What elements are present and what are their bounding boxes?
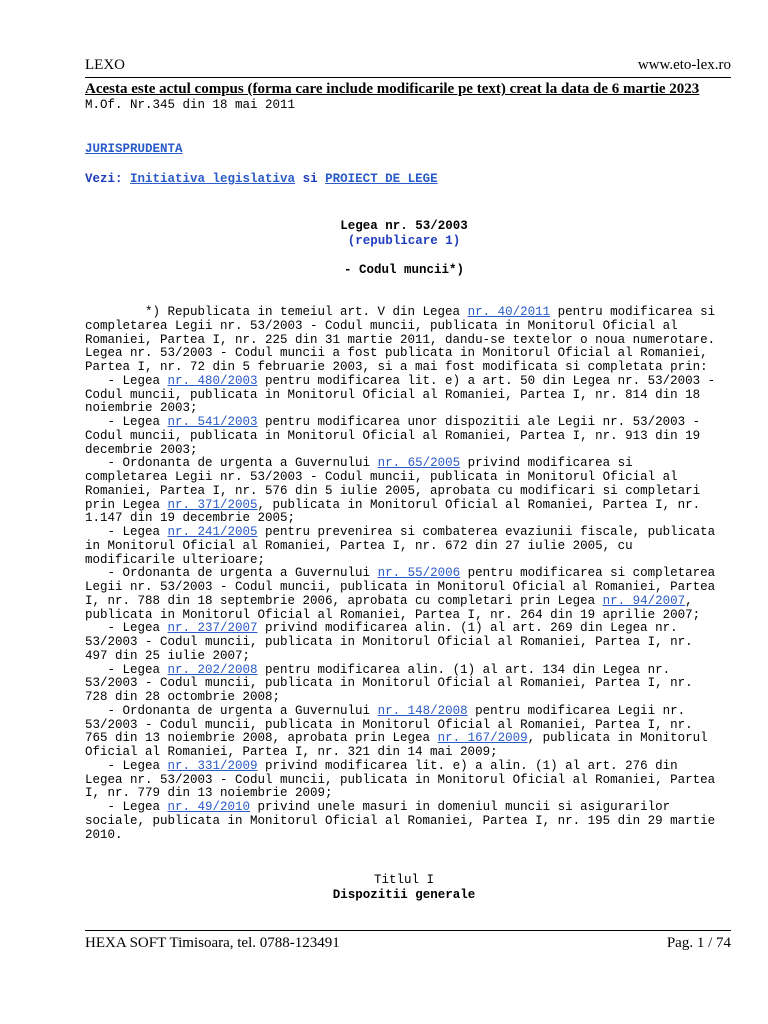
- law-reference-link[interactable]: nr. 237/2007: [167, 621, 258, 636]
- note-line: [85, 306, 765, 320]
- note-line: [85, 444, 765, 458]
- compiled-notice: Acesta este actul compus (forma care include modificarile pe text) creat la data de 6 martie 2023: [85, 81, 700, 97]
- note-line: [85, 760, 765, 774]
- note-line: [85, 361, 765, 375]
- note-line: [85, 829, 765, 843]
- law-reference-link[interactable]: nr. 480/2003: [167, 373, 258, 388]
- note-line: [85, 622, 765, 636]
- note-text: , publicata in Monitorul Oficial al Romaniei, Partea I, nr.: [257, 497, 701, 512]
- see-also-row: [85, 172, 438, 186]
- note-line: [85, 526, 765, 540]
- law-reference-link[interactable]: nr. 202/2008: [167, 662, 258, 677]
- note-line: [85, 334, 765, 348]
- law-title: Legea nr. 53/2003: [340, 219, 468, 233]
- note-line: [85, 774, 765, 788]
- note-text: Romaniei, Partea I, nr. 225 din 31 martie 2011, dandu-se textelor o noua numerotare.: [85, 332, 716, 347]
- note-line: [85, 499, 765, 513]
- footer-page-number: Pag. 1 / 74: [666, 935, 731, 951]
- note-text: pentru modificarea Legii nr.: [467, 703, 686, 718]
- see-also-and: si: [302, 172, 318, 186]
- note-text: completarea Legii nr. 53/2003 - Codul muncii, publicata in Monitorul Oficial al: [85, 318, 678, 333]
- note-text: - Legea: [85, 662, 168, 677]
- note-text: - Ordonanta de urgenta a Guvernului: [85, 566, 378, 581]
- title-number: Titlul I: [373, 873, 434, 887]
- note-line: [85, 512, 765, 526]
- footer-company: HEXA SOFT Timisoara, tel. 0788-123491: [85, 935, 340, 951]
- note-text: pentru modificarea alin. (1) al art. 134 din Legea nr.: [257, 662, 671, 677]
- note-text: - Legea: [85, 373, 168, 388]
- note-line: [85, 595, 765, 609]
- note-text: - Legea: [85, 621, 168, 636]
- note-text: I, nr. 779 din 13 noiembrie 2009;: [85, 786, 333, 801]
- note-text: privind modificarea lit. e) a alin. (1) al art. 276 din: [257, 758, 678, 773]
- note-text: Oficial al Romaniei, Partea I, nr. 321 din 14 mai 2009;: [85, 745, 498, 759]
- note-text: 728 din 28 octombrie 2008;: [85, 690, 281, 704]
- note-line: [85, 677, 765, 691]
- note-text: - Legea: [85, 758, 168, 773]
- law-reference-link[interactable]: nr. 65/2005: [377, 456, 461, 471]
- note-text: *) Republicata in temeiul art. V din Legea: [85, 305, 468, 319]
- header-website: www.eto-lex.ro: [637, 57, 731, 73]
- note-line: [85, 719, 765, 733]
- note-line: [85, 801, 765, 815]
- note-text: prin Legea: [85, 497, 168, 512]
- note-line: [85, 636, 765, 650]
- note-text: publicata in Monitorul Oficial al Romaniei, Partea I, nr. 264 din 19 aprilie 2007;: [85, 607, 701, 622]
- note-line: [85, 416, 765, 430]
- note-text: sociale, publicata in Monitorul Oficial al Romaniei, Partea I, nr. 195 din 29 martie: [85, 813, 716, 828]
- note-line: [85, 581, 765, 595]
- law-reference-link[interactable]: nr. 167/2009: [437, 731, 528, 746]
- republication-label: (republicare 1): [347, 234, 461, 248]
- note-line: [85, 609, 765, 623]
- law-reference-link[interactable]: nr. 94/2007: [602, 593, 686, 608]
- note-line: [85, 554, 765, 568]
- note-line: [85, 471, 765, 485]
- note-text: - Ordonanta de urgenta a Guvernului: [85, 456, 378, 471]
- note-line: [85, 705, 765, 719]
- jurisprudence-link[interactable]: JURISPRUDENTA: [85, 142, 183, 156]
- note-text: completarea Legii nr. 53/2003 - Codul muncii, publicata in Monitorul Oficial al: [85, 470, 678, 484]
- note-line: [85, 650, 765, 664]
- note-text: Romaniei, Partea I, nr. 576 din 5 iulie 2005, aprobata cu modificari si completari: [85, 483, 701, 498]
- note-text: , publicata in Monitorul: [527, 731, 708, 746]
- note-line: [85, 540, 765, 554]
- note-line: [85, 691, 765, 705]
- note-text: Codul muncii, publicata in Monitorul Oficial al Romaniei, Partea I, nr. 814 din 18: [85, 387, 701, 402]
- law-reference-link[interactable]: nr. 55/2006: [377, 566, 461, 581]
- note-text: 1.147 din 19 decembrie 2005;: [85, 511, 296, 526]
- note-text: Legii nr. 53/2003 - Codul muncii, publicata in Monitorul Oficial al Romaniei, Partea: [85, 580, 716, 594]
- note-text: Partea I, nr. 72 din 5 februarie 2003, si a mai fost modificata si completata prin:: [85, 360, 708, 374]
- note-text: Codul muncii, publicata in Monitorul Oficial al Romaniei, Partea I, nr. 913 din 19: [85, 428, 701, 443]
- header-divider: [85, 77, 731, 78]
- note-text: privind modificarea alin. (1) al art. 269 din Legea nr.: [257, 621, 678, 636]
- law-reference-link[interactable]: nr. 331/2009: [167, 758, 258, 773]
- note-text: Legea nr. 53/2003 - Codul muncii a fost publicata in Monitorul Oficial al Romaniei,: [85, 346, 708, 361]
- law-reference-link[interactable]: nr. 371/2005: [167, 497, 258, 512]
- note-line: [85, 347, 765, 361]
- law-reference-link[interactable]: nr. 40/2011: [467, 305, 551, 319]
- legislative-initiative-link[interactable]: Initiativa legislativa: [130, 172, 296, 186]
- note-line: [85, 457, 765, 471]
- note-text: decembrie 2003;: [85, 442, 198, 457]
- footer-divider: [85, 930, 731, 931]
- note-text: Legea nr. 53/2003 - Codul muncii, publicata in Monitorul Oficial al Romaniei, Partea: [85, 772, 716, 787]
- law-reference-link[interactable]: nr. 49/2010: [167, 800, 251, 814]
- note-text: - Legea: [85, 415, 168, 429]
- note-text: noiembrie 2003;: [85, 401, 198, 416]
- note-text: 53/2003 - Codul muncii, publicata in Monitorul Oficial al Romaniei, Partea I, nr.: [85, 676, 693, 691]
- law-reference-link[interactable]: nr. 541/2003: [167, 415, 258, 429]
- note-line: [85, 320, 765, 334]
- republication-note: [85, 306, 765, 842]
- note-line: [85, 732, 765, 746]
- note-line: [85, 567, 765, 581]
- note-text: 53/2003 - Codul muncii, publicata in Monitorul Oficial al Romaniei, Partea I, nr.: [85, 635, 693, 649]
- note-line: [85, 485, 765, 499]
- note-line: [85, 389, 765, 403]
- note-line: [85, 746, 765, 760]
- note-line: [85, 402, 765, 416]
- law-reference-link[interactable]: nr. 241/2005: [167, 525, 258, 539]
- note-line: [85, 815, 765, 829]
- official-gazette-ref: M.Of. Nr.345 din 18 mai 2011: [85, 98, 296, 112]
- law-reference-link[interactable]: nr. 148/2008: [377, 703, 468, 718]
- note-text: pentru modificarea si: [550, 305, 716, 319]
- note-text: - Ordonanta de urgenta a Guvernului: [85, 703, 378, 718]
- note-text: 497 din 25 iulie 2007;: [85, 648, 251, 663]
- note-line: [85, 664, 765, 678]
- note-text: - Legea: [85, 525, 168, 539]
- note-text: pentru prevenirea si combaterea evaziunii fiscale, publicata: [257, 525, 716, 539]
- note-text: pentru modificarea unor dispozitii ale Legii nr. 53/2003 -: [257, 415, 701, 429]
- note-text: - Legea: [85, 800, 168, 814]
- note-text: 53/2003 - Codul muncii, publicata in Monitorul Oficial al Romaniei, Partea I, nr.: [85, 717, 693, 732]
- note-text: pentru modificarea lit. e) a art. 50 din Legea nr. 53/2003 -: [257, 373, 716, 388]
- note-line: [85, 787, 765, 801]
- draft-law-link[interactable]: PROIECT DE LEGE: [325, 172, 438, 186]
- note-text: modificarile ulterioare;: [85, 552, 266, 567]
- header-publisher: LEXO: [85, 57, 125, 73]
- note-text: in Monitorul Oficial al Romaniei, Partea I, nr. 672 din 27 iulie 2005, cu: [85, 538, 633, 553]
- note-text: ,: [685, 593, 693, 608]
- note-text: privind modificarea si: [460, 456, 633, 471]
- note-text: pentru modificarea si completarea: [460, 566, 716, 581]
- note-text: I, nr. 788 din 18 septembrie 2006, aprobata cu completari prin Legea: [85, 593, 603, 608]
- note-text: privind unele masuri in domeniul muncii si asigurarilor: [250, 800, 671, 814]
- note-line: [85, 375, 765, 389]
- law-subtitle: - Codul muncii*): [343, 263, 465, 277]
- note-text: 2010.: [85, 827, 123, 842]
- note-text: 765 din 13 noiembrie 2008, aprobata prin Legea: [85, 731, 438, 746]
- title-name: Dispozitii generale: [332, 888, 476, 902]
- note-line: [85, 430, 765, 444]
- jurisprudence-link-row: [85, 142, 190, 156]
- see-also-label: Vezi:: [85, 172, 123, 186]
